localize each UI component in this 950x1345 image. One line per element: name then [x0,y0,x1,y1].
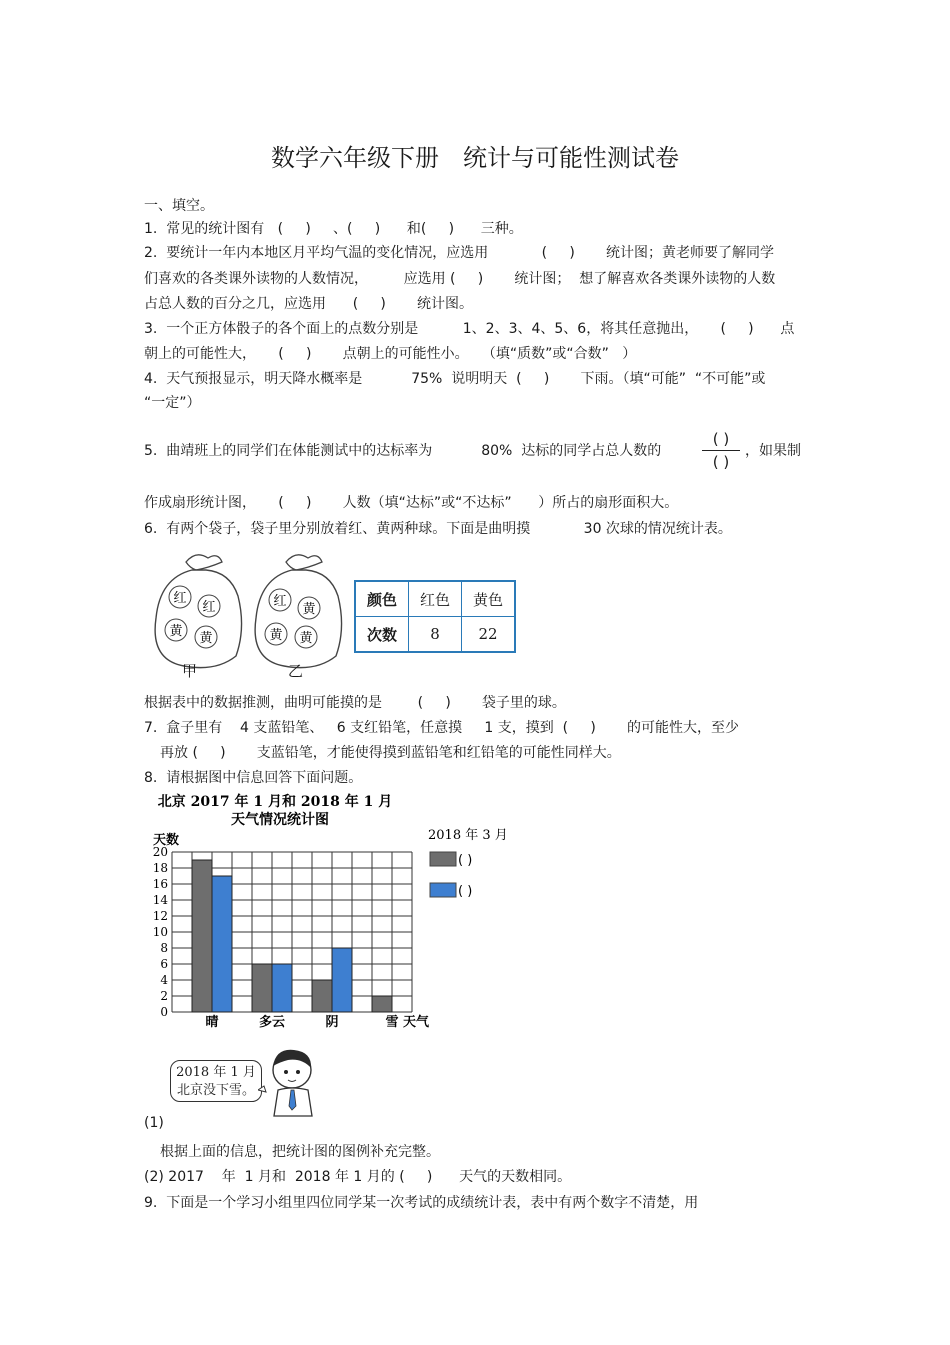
chart-legend-swatch-blue [430,883,456,897]
bag-jia-ball-4-label: 黄 [199,631,213,646]
count-table [354,580,516,653]
question-8-part-1-number: (1) [144,1115,164,1131]
question-2-line-1: 2. 要统计一年内本地区月平均气温的变化情况，应选用 ( ) 统计图；黄老师要了解同学 [144,245,774,261]
count-table-row [355,617,515,653]
page-title: 数学六年级下册 统计与可能性测试卷 [271,144,679,172]
count-table-yellow-count: 22 [462,617,516,653]
count-table-header-red: 红色 [409,581,462,617]
question-9: 9. 下面是一个学习小组里四位同学某一次考试的成绩统计表，表中有两个数字不清楚，用 [144,1195,699,1211]
bag-yi-tie [286,555,322,570]
count-table-header-color: 颜色 [355,581,409,617]
question-5-line-2: 作成扇形统计图， ( ) 人数（填“达标”或“不达标” ）所占的扇形面积大。 [144,495,679,511]
y-tick-label: 20 [152,845,168,859]
fraction-numerator: ( ) [712,430,730,448]
chart-y-ticks [153,845,169,1019]
y-tick-label: 2 [160,989,168,1003]
bag-jia-ball-1-label: 红 [173,591,187,606]
bag-yi-ball-2-label: 黄 [302,602,316,617]
chart-title-line-1: 北京 2017 年 1 月和 2018 年 1 月 [157,794,393,810]
chart-legend-title: 2018 年 3 月 [428,828,508,843]
boy-eye-left [284,1070,288,1074]
y-tick-label: 12 [152,909,168,923]
question-8-part-2: (2) 2017 年 1 月和 2018 年 1 月的 ( ) 天气的天数相同。 [144,1169,572,1185]
bar-阴-blue [332,948,352,1012]
y-tick-label: 0 [160,1005,168,1019]
boy-eye-right [296,1070,300,1074]
weather-bar-chart [140,788,570,1038]
question-5-line-1: 5. 曲靖班上的同学们在体能测试中的达标率为 80% 达标的同学占总人数的 [144,443,662,459]
y-tick-label: 14 [152,893,168,907]
chart-x-axis-label: 天气 [403,1015,430,1030]
question-7-line-2: 再放 ( ) 支蓝铅笔，才能使得摸到蓝铅笔和红铅笔的可能性同样大。 [160,745,621,761]
y-tick-label: 4 [160,973,168,987]
speech-line-1: 2018 年 1 月 [176,1065,256,1080]
count-table-header-row [355,581,515,617]
fraction-blank [698,430,744,471]
x-tick-label: 阴 [325,1015,339,1030]
y-tick-label: 10 [152,925,168,939]
x-tick-label: 晴 [205,1015,219,1030]
bag-jia-label: 甲 [182,662,198,680]
chart-y-axis-label: 天数 [153,833,180,848]
bar-雪-gray [372,996,392,1012]
question-6-followup: 根据表中的数据推测，曲明可能摸的是 ( ) 袋子里的球。 [144,695,566,711]
bag-yi-label: 乙 [288,662,304,680]
bag-yi-ball-4-label: 黄 [299,631,313,646]
bag-yi-body [255,570,341,668]
speech-line-2: 北京没下雪。 [176,1083,255,1098]
chart-legend-entry-1: ( ) [458,853,473,868]
bag-jia-ball-2-label: 红 [202,600,216,615]
section-heading: 一、填空。 [144,198,214,214]
bag-jia-ball-3-label: 黄 [169,624,183,639]
question-2-line-3: 占总人数的百分之几，应选用 ( ) 统计图。 [144,296,474,312]
bag-jia-tie [186,555,222,570]
speech-bubble [170,1060,262,1102]
question-8: 8. 请根据图中信息回答下面问题。 [144,770,363,786]
bar-晴-blue [212,876,232,1012]
bar-多云-blue [272,964,292,1012]
bag-yi-ball-3-label: 黄 [269,628,283,643]
question-6: 6. 有两个袋子，袋子里分别放着红、黄两种球。下面是曲明摸 30 次球的情况统计表。 [144,521,732,537]
boy-illustration [258,1046,322,1122]
bag-jia-body [155,570,241,668]
bag-yi-ball-1-label: 红 [273,594,287,609]
chart-legend-swatch-gray [430,852,456,866]
x-tick-label: 多云 [258,1015,286,1030]
count-table-header-yellow: 黄色 [462,581,516,617]
question-4-line-2: “一定”） [144,395,201,411]
count-table-row-label: 次数 [355,617,409,653]
bubble-tail [258,1086,266,1092]
y-tick-label: 18 [152,861,168,875]
question-8-part-1: 根据上面的信息，把统计图的图例补充完整。 [160,1144,440,1160]
bar-多云-gray [252,964,272,1012]
chart-title-line-2: 天气情况统计图 [231,812,329,828]
y-tick-label: 6 [160,957,168,971]
fraction-denominator: ( ) [712,453,730,471]
question-7-line-1: 7. 盒子里有 4 支蓝铅笔、 6 支红铅笔，任意摸 1 支，摸到 ( ) 的可能性大，至少 [144,720,739,736]
y-tick-label: 8 [160,941,168,955]
fraction-bar [702,450,740,451]
question-5-line-1-end: ，如果制 [745,443,801,459]
chart-legend-entry-2: ( ) [458,884,473,899]
question-3-line-2: 朝上的可能性大， ( ) 点朝上的可能性小。 （填“质数”或“合数” ） [144,346,637,362]
bar-晴-gray [192,860,212,1012]
question-2-line-2: 们喜欢的各类课外读物的人数情况， 应选用 ( ) 统计图； 想了解喜欢各类课外读物的人数 [144,271,776,287]
question-4-line-1: 4. 天气预报显示，明天降水概率是 75% 说明明天 ( ) 下雨。（填“可能” “不可能”或 [144,371,766,387]
count-table-red-count: 8 [409,617,462,653]
question-3-line-1: 3. 一个正方体骰子的各个面上的点数分别是 1、2、3、4、5、6，将其任意抛出， ( ) 点 [144,321,795,337]
x-tick-label: 雪 [385,1015,399,1030]
chart-x-ticks [205,1014,398,1030]
question-1: 1. 常见的统计图有 ( ) 、( ) 和( ) 三种。 [144,221,523,237]
bar-阴-gray [312,980,332,1012]
y-tick-label: 16 [152,877,168,891]
